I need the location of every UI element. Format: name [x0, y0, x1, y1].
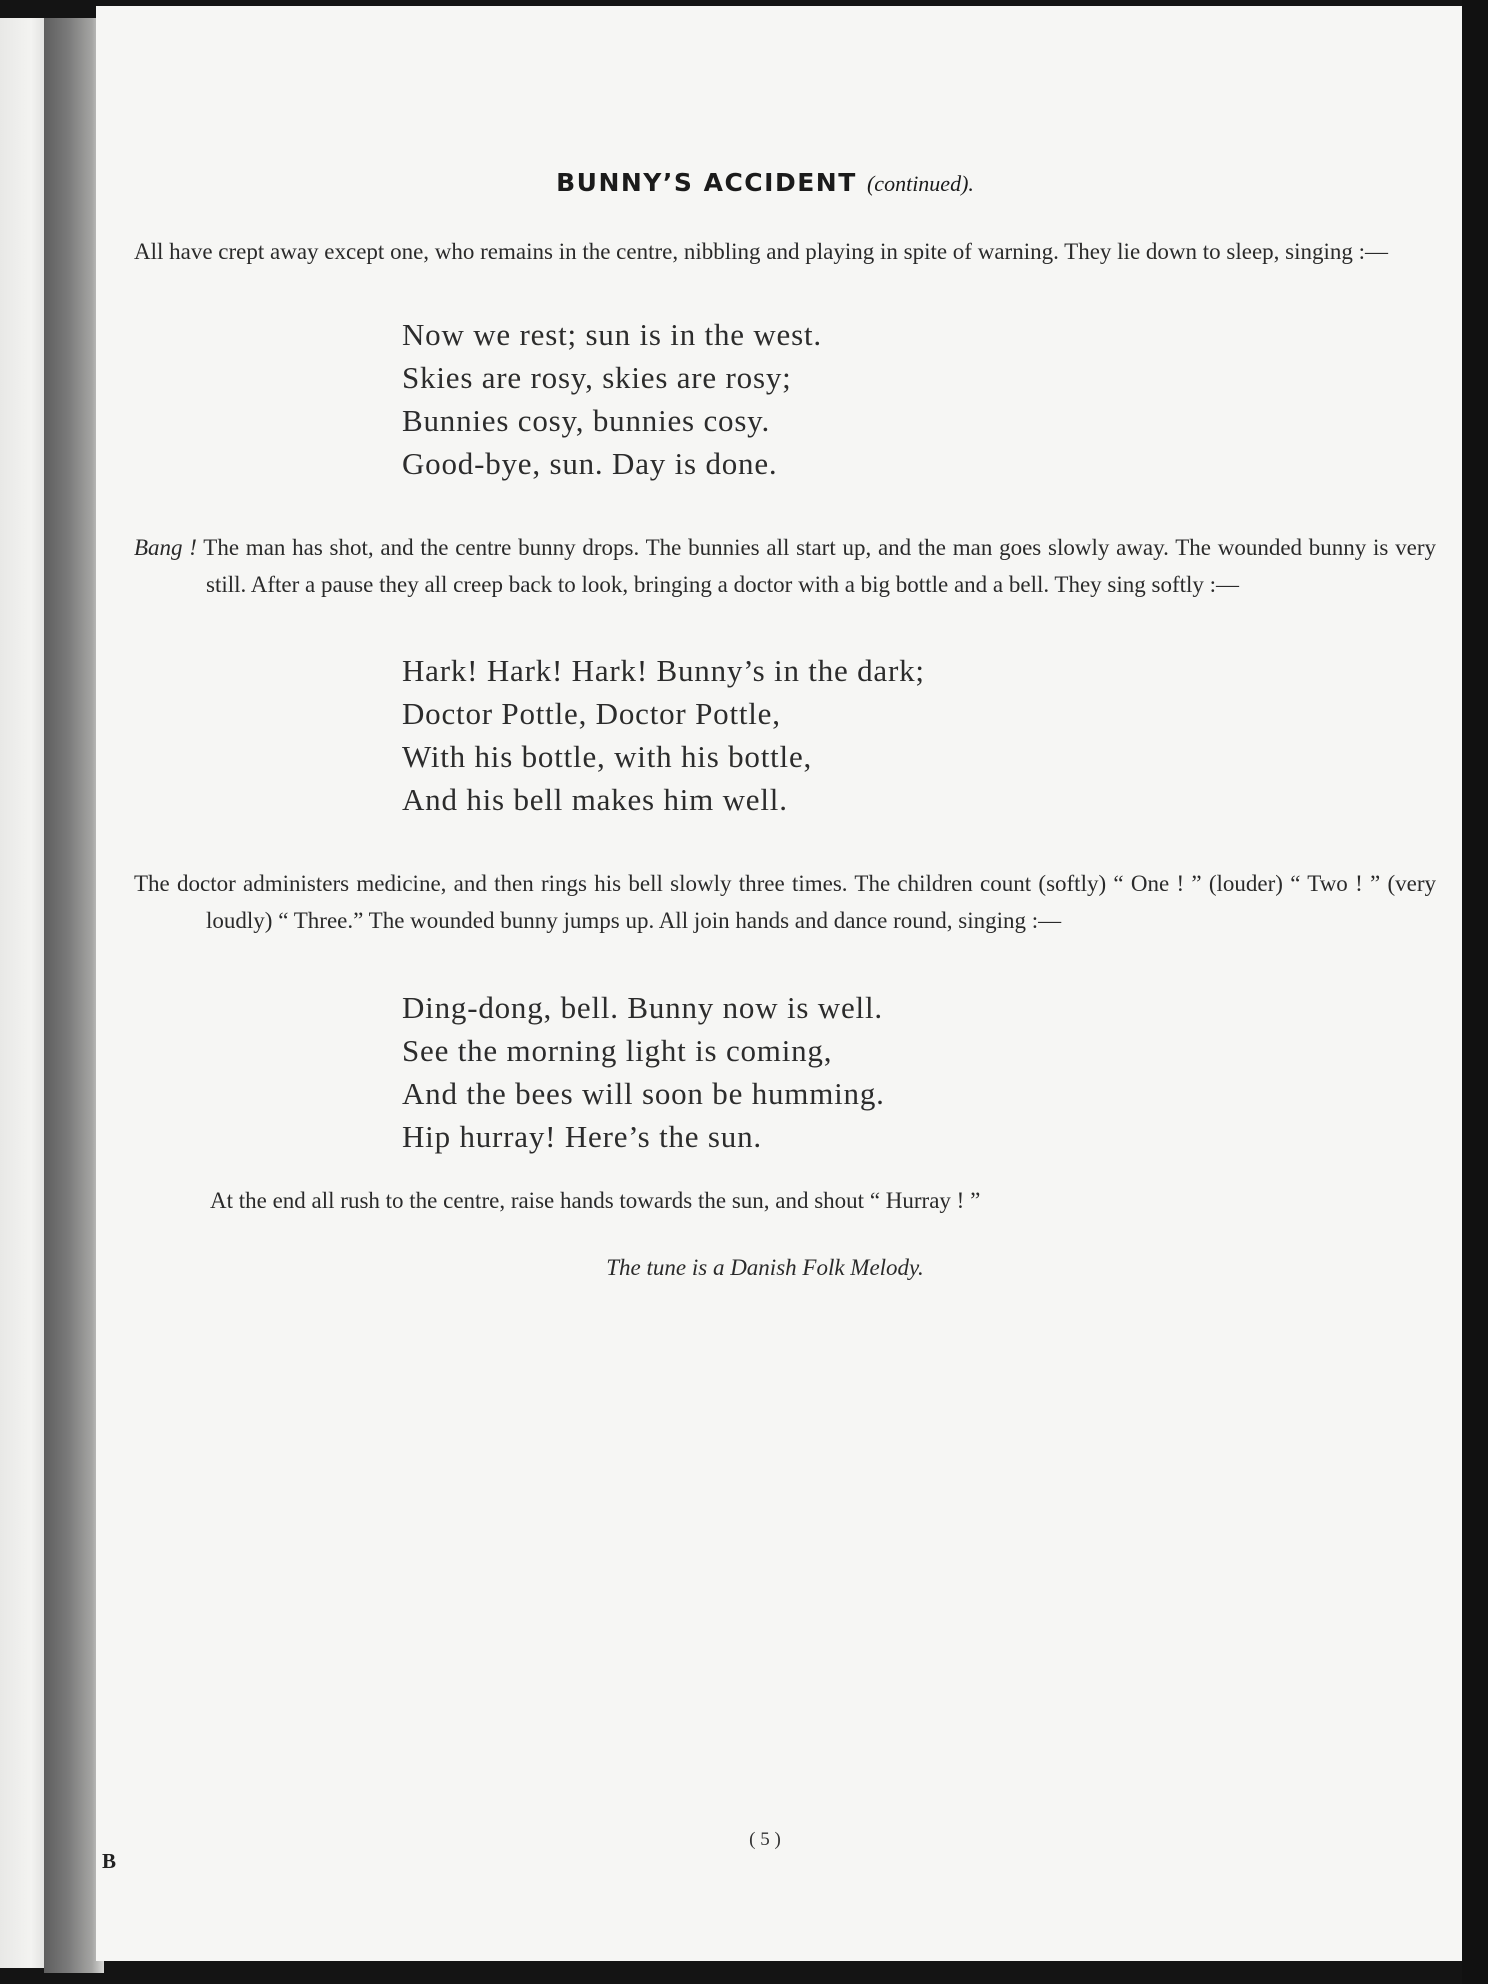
stage-direction-1 [134, 233, 1436, 270]
stage-direction-2 [134, 529, 1436, 603]
verse-line: Skies are rosy, skies are rosy; [402, 360, 792, 395]
stage-direction-4 [210, 1182, 1310, 1219]
verse-line: Ding-dong, bell. Bunny now is well. [402, 990, 883, 1025]
tune-note: The tune is a Danish Folk Melody. [606, 1255, 924, 1280]
verse-line: Hark! Hark! Hark! Bunny’s in the dark; [402, 653, 925, 688]
verse-2 [402, 649, 1162, 821]
stage-direction-text: The man has shot, and the centre bunny drops. The bunnies all start up, and the man goes slowly away. The wounded bunny is very still. After a pause they all creep back to look, bringing a doctor with a big bottle and a bell. They sing softly :— [196, 535, 1436, 597]
verse-line: Hip hurray! Here’s the sun. [402, 1119, 762, 1154]
verse-line: See the morning light is coming, [402, 1033, 833, 1068]
spine-shadow [44, 18, 104, 1973]
right-scan-edge [1462, 0, 1488, 1984]
verse-3 [402, 986, 1162, 1158]
stage-direction-text: All have crept away except one, who remains in the centre, nibbling and playing in spite of warning. They lie down to sleep, singing :— [134, 239, 1389, 264]
stage-direction-text: The doctor administers medicine, and then rings his bell slowly three times. The children count (softly) “ One ! ” (louder) “ Two ! ” (very loudly) “ Three.” The wounded bunny jumps up. All join hands and dance round, singing :— [134, 871, 1436, 933]
page-title [96, 168, 1434, 197]
verse-line: Bunnies cosy, bunnies cosy. [402, 403, 771, 438]
page-number: ( 5 ) [749, 1829, 781, 1850]
stage-direction-lead: Bang ! [134, 535, 197, 560]
title-main: BUNNY’S ACCIDENT [556, 168, 857, 197]
verse-line: With his bottle, with his bottle, [402, 739, 813, 774]
verse-1 [402, 313, 1162, 485]
stage-direction-text: At the end all rush to the centre, raise hands towards the sun, and shout “ Hurray ! ” [210, 1188, 981, 1213]
verse-line: Doctor Pottle, Doctor Pottle, [402, 696, 781, 731]
verse-line: Good-bye, sun. Day is done. [402, 446, 778, 481]
title-continued: (continued). [866, 171, 974, 196]
verse-line: Now we rest; sun is in the west. [402, 317, 822, 352]
signature-mark: B [102, 1849, 117, 1873]
verse-line: And the bees will soon be humming. [402, 1076, 885, 1111]
verse-line: And his bell makes him well. [402, 782, 788, 817]
page [96, 6, 1462, 1961]
stage-direction-3 [134, 865, 1436, 939]
